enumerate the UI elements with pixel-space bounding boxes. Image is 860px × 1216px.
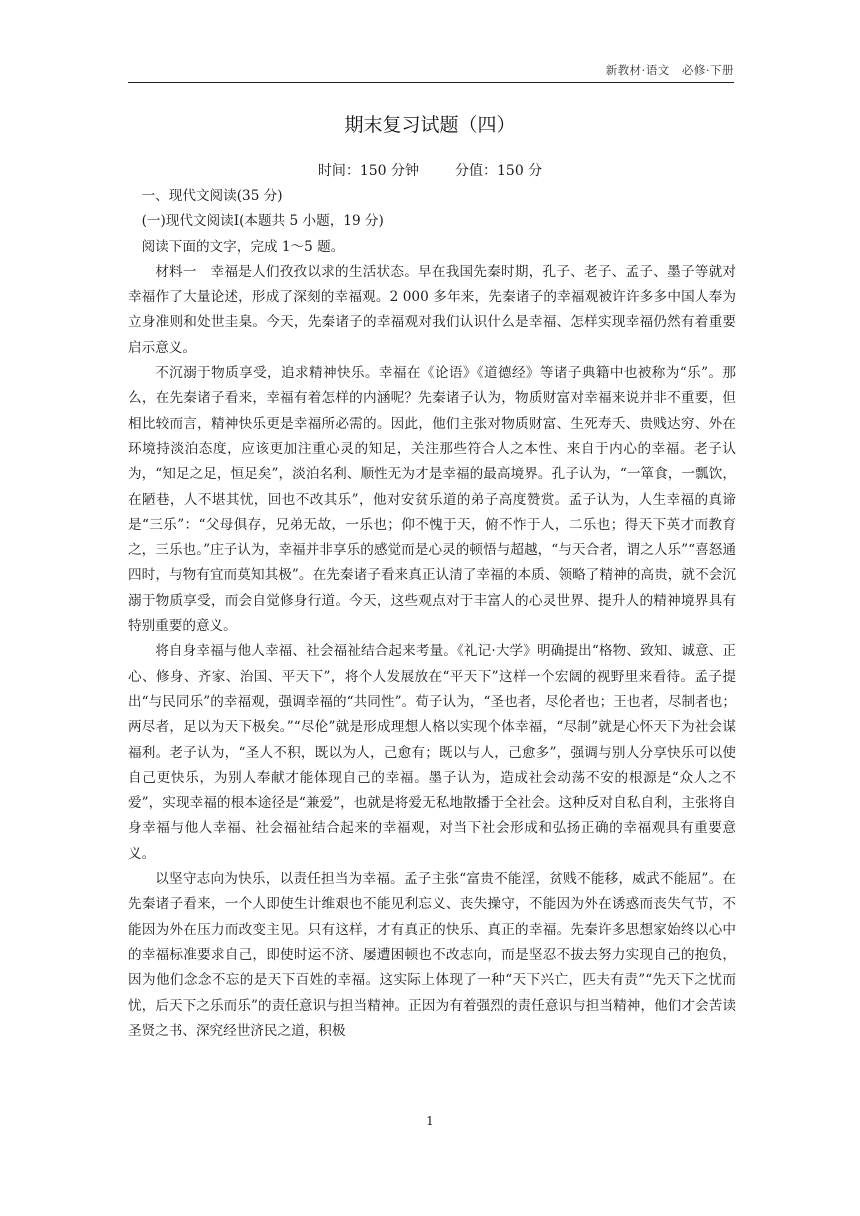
document-body: [128, 184, 736, 1044]
paragraph-2: 不沉溺于物质享受，追求精神快乐。幸福在《论语》《道德经》等诸子典籍中也被称为“乐”。那么，在先秦诸子看来，幸福有着怎样的内涵呢？先秦诸子认为，物质财富对幸福来说并非不重要，但相比较而言，精神快乐更是幸福所必需的。因此，他们主张对物质财富、生死寿夭、贵贱达穷、外在环境持淡泊态度，应该更加注重心灵的知足，关注那些符合人之本性、来自于内心的幸福。老子认为，“知足之足，恒足矣”，淡泊名利、顺性无为才是幸福的最高境界。孔子认为，“一箪食，一瓢饮，在陋巷，人不堪其忧，回也不改其乐”，他对安贫乐道的弟子高度赞赏。孟子认为，人生幸福的真谛是“三乐”：“父母俱存，兄弟无故，一乐也；仰不愧于天，俯不怍于人，二乐也；得天下英才而教育之，三乐也。”庄子认为，幸福并非享乐的感觉而是心灵的顿悟与超越，“与天合者，谓之人乐”“喜怒通四时，与物有宜而莫知其极”。在先秦诸子看来真正认清了幸福的本质、领略了精神的高贵，就不会沉溺于物质享受，而会自觉修身行道。今天，这些观点对于丰富人的心灵世界、提升人的精神境界具有特别重要的意义。: [128, 365, 736, 635]
subsection-heading: (一)现代文阅读Ⅰ(本题共 5 小题，19 分): [141, 213, 384, 230]
exam-meta: [0, 160, 860, 180]
section-heading: 一、现代文阅读(35 分): [141, 188, 283, 204]
page-title: 期末复习试题（四）: [344, 114, 516, 136]
paragraph-4: 以坚守志向为快乐，以责任担当为幸福。孟子主张“富贵不能淫，贫贱不能移，威武不能屈”。在先秦诸子看来，一个人即使生计维艰也不能见利忘义、丧失操守，不能因为外在诱惑而丧失气节，不能因为外在压力而改变主见。只有这样，才有真正的快乐、真正的幸福。先秦许多思想家始终以心中的幸福标准要求自己，即使时运不济、屡遭困顿也不改志向，而是坚忍不拔去努力实现自己的抱负，因为他们念念不忘的是天下百姓的幸福。这实际上体现了一种“天下兴亡，匹夫有责”“先天下之忧而忧，后天下之乐而乐”的责任意识与担当精神。正因为有着强烈的责任意识与担当精神，他们才会苦读圣贤之书、深究经世济民之道，积极: [128, 871, 736, 1039]
paragraph-3: 将自身幸福与他人幸福、社会福祉结合起来考量。《礼记·大学》明确提出“格物、致知、诚意、正心、修身、齐家、治国、平天下”，将个人发展放在“平天下”这样一个宏阔的视野里来看待。孟子提出“与民同乐”的幸福观，强调幸福的“共同性”。荀子认为，“圣也者，尽伦者也；王也者，尽制者也；两尽者，足以为天下极矣。”“尽伦”就是形成理想人格以实现个体幸福，“尽制”就是心怀天下为社会谋福利。老子认为，“圣人不积，既以为人，己愈有；既以与人，己愈多”，强调与别人分享快乐可以使自己更快乐，为别人奉献才能体现自己的幸福。墨子认为，造成社会动荡不安的根源是“众人之不爱”，实现幸福的根本途径是“兼爱”，也就是将爱无私地散播于全社会。这种反对自私自利，主张将自身幸福与他人幸福、社会福祉结合起来的幸福观，对当下社会形成和弘扬正确的幸福观具有重要意义。: [128, 643, 736, 862]
page-number: 1: [426, 1114, 434, 1128]
paragraph-1: 材料一 幸福是人们孜孜以求的生活状态。早在我国先秦时期，孔子、老子、孟子、墨子等就对幸福作了大量论述，形成了深刻的幸福观。2 000 多年来，先秦诸子的幸福观被许许多多中国人奉为立身准则和处世圭臬。今天，先秦诸子的幸福观对我们认识什么是幸福、怎样实现幸福仍然有着重要启示意义。: [128, 263, 736, 356]
exam-score: 分值：150 分: [455, 163, 543, 179]
running-header: 新教材·语文 必修·下册: [128, 62, 734, 83]
exam-time: 时间：150 分钟: [317, 163, 419, 179]
reading-instruction: 阅读下面的文字，完成 1～5 题。: [141, 238, 345, 255]
